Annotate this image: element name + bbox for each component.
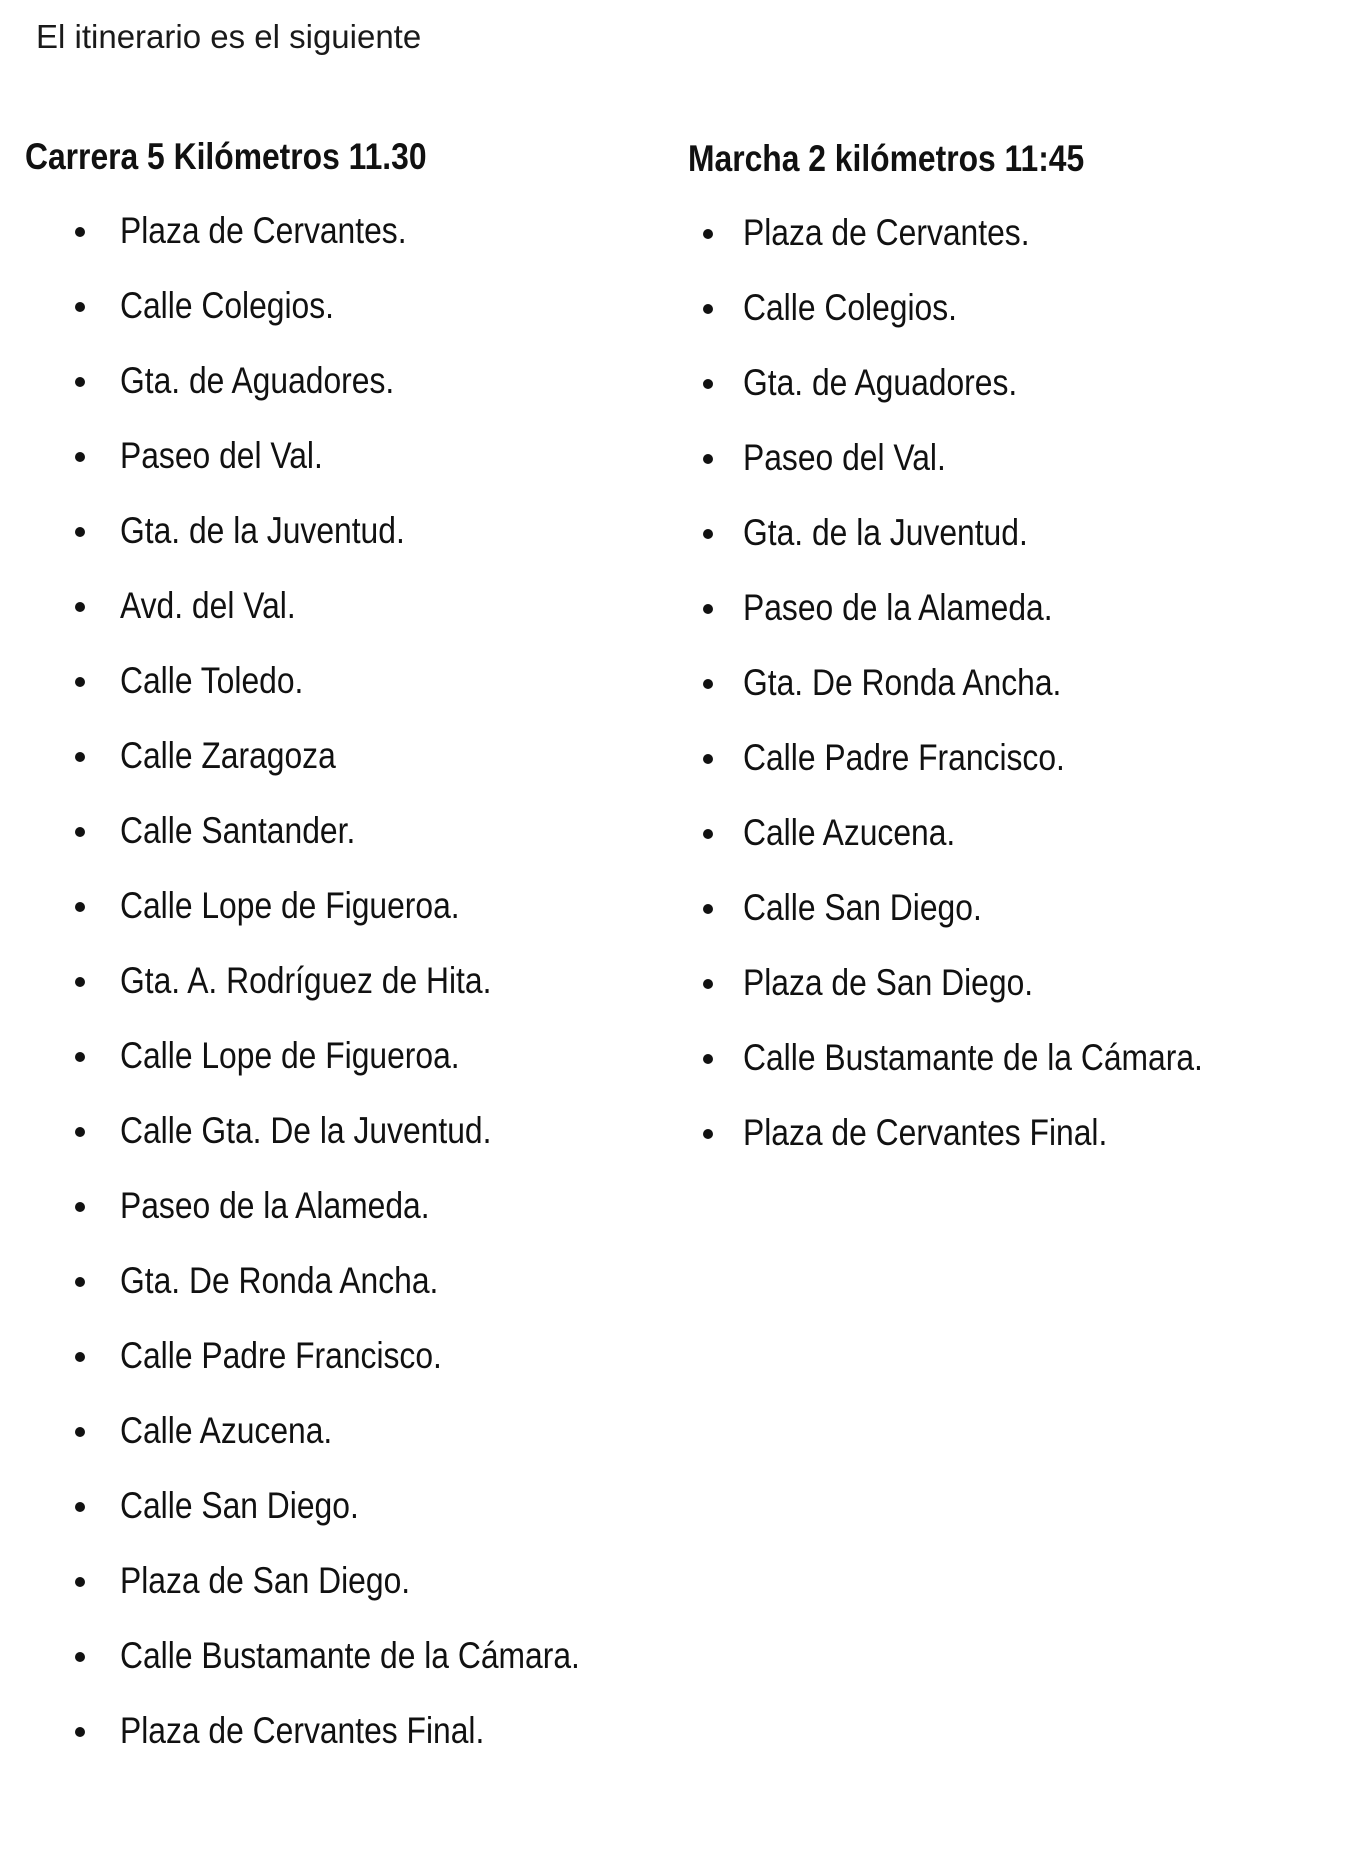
route-stop-item: [25, 1182, 492, 1257]
route-stop-label: Plaza de Cervantes Final.: [743, 1112, 1108, 1153]
route-stop-item: [25, 1032, 492, 1107]
carrera-title: Carrera 5 Kilómetros 11.30: [25, 136, 427, 177]
route-stop-label: Calle Colegios.: [743, 287, 958, 328]
route-stop-label: Plaza de Cervantes.: [743, 212, 1030, 253]
bullet-icon: [75, 902, 85, 912]
bullet-icon: [75, 977, 85, 987]
bullet-icon: [703, 604, 713, 614]
route-stop-item: [688, 809, 1149, 884]
bullet-icon: [75, 302, 85, 312]
route-stop-label: Calle Santander.: [120, 810, 356, 851]
marcha-stop-list: [688, 209, 1203, 1184]
bullet-icon: [75, 1727, 85, 1737]
route-stop-item: [688, 1034, 1203, 1109]
bullet-icon: [75, 602, 85, 612]
bullet-icon: [75, 1652, 85, 1662]
route-stop-item: [25, 507, 492, 582]
bullet-icon: [75, 527, 85, 537]
route-stop-item: [688, 884, 1149, 959]
bullet-icon: [703, 979, 713, 989]
bullet-icon: [703, 1054, 713, 1064]
route-stop-item: [25, 357, 492, 432]
route-stop-item: [688, 359, 1149, 434]
route-stop-label: Calle Zaragoza: [120, 735, 336, 776]
route-stop-item: [688, 209, 1149, 284]
route-stop-label: Calle Colegios.: [120, 285, 335, 326]
route-stop-label: Plaza de Cervantes Final.: [120, 1710, 485, 1751]
intro-text: El itinerario es el siguiente: [36, 18, 422, 55]
bullet-icon: [703, 454, 713, 464]
bullet-icon: [75, 1427, 85, 1437]
route-stop-label: Avd. del Val.: [120, 585, 296, 626]
route-stop-item: [25, 1332, 492, 1407]
route-stop-label: Paseo de la Alameda.: [120, 1185, 430, 1226]
route-stop-item: [25, 282, 492, 357]
route-stop-item: [25, 732, 492, 807]
carrera-column: [25, 133, 580, 1782]
route-stop-item: [25, 1632, 580, 1707]
bullet-icon: [75, 1577, 85, 1587]
bullet-icon: [703, 679, 713, 689]
bullet-icon: [75, 827, 85, 837]
route-stop-item: [688, 734, 1149, 809]
route-stop-item: [688, 584, 1149, 659]
route-stop-item: [688, 434, 1149, 509]
route-stop-label: Calle Azucena.: [743, 812, 956, 853]
bullet-icon: [703, 229, 713, 239]
marcha-column: [688, 135, 1203, 1184]
route-stop-label: Calle Padre Francisco.: [743, 737, 1065, 778]
route-stop-label: Calle San Diego.: [743, 887, 982, 928]
route-stop-label: Plaza de Cervantes.: [120, 210, 407, 251]
route-stop-item: [25, 1482, 492, 1557]
route-stop-label: Plaza de San Diego.: [120, 1560, 411, 1601]
route-stop-label: Gta. de Aguadores.: [743, 362, 1018, 403]
bullet-icon: [75, 1202, 85, 1212]
route-stop-label: Gta. de la Juventud.: [120, 510, 405, 551]
route-stop-item: [688, 1109, 1149, 1184]
route-stop-item: [25, 1407, 492, 1482]
route-stop-label: Paseo del Val.: [743, 437, 946, 478]
carrera-stop-list: [25, 207, 580, 1782]
route-stop-item: [688, 959, 1149, 1034]
route-stop-label: Calle Bustamante de la Cámara.: [743, 1037, 1203, 1078]
bullet-icon: [75, 1502, 85, 1512]
route-stop-label: Calle San Diego.: [120, 1485, 359, 1526]
marcha-title: Marcha 2 kilómetros 11:45: [688, 138, 1085, 179]
bullet-icon: [75, 1277, 85, 1287]
route-stop-label: Gta. De Ronda Ancha.: [120, 1260, 439, 1301]
bullet-icon: [703, 304, 713, 314]
bullet-icon: [703, 1129, 713, 1139]
bullet-icon: [703, 754, 713, 764]
route-stop-item: [25, 207, 492, 282]
route-stop-item: [25, 1107, 492, 1182]
route-stop-label: Gta. de la Juventud.: [743, 512, 1028, 553]
bullet-icon: [75, 1052, 85, 1062]
route-stop-item: [25, 1707, 492, 1782]
route-stop-item: [25, 1557, 492, 1632]
route-stop-label: Gta. A. Rodríguez de Hita.: [120, 960, 492, 1001]
bullet-icon: [703, 379, 713, 389]
route-stop-label: Calle Lope de Figueroa.: [120, 1035, 460, 1076]
bullet-icon: [703, 529, 713, 539]
bullet-icon: [75, 377, 85, 387]
route-stop-label: Gta. de Aguadores.: [120, 360, 395, 401]
route-stop-label: Calle Lope de Figueroa.: [120, 885, 460, 926]
route-stop-item: [25, 882, 492, 957]
bullet-icon: [75, 227, 85, 237]
route-stop-label: Paseo de la Alameda.: [743, 587, 1053, 628]
route-stop-label: Gta. De Ronda Ancha.: [743, 662, 1062, 703]
route-stop-item: [25, 807, 492, 882]
route-stop-item: [688, 509, 1149, 584]
bullet-icon: [75, 1352, 85, 1362]
route-stop-label: Paseo del Val.: [120, 435, 323, 476]
route-stop-item: [25, 432, 492, 507]
bullet-icon: [75, 452, 85, 462]
route-stop-label: Calle Gta. De la Juventud.: [120, 1110, 492, 1151]
route-stop-item: [25, 1257, 492, 1332]
bullet-icon: [75, 752, 85, 762]
bullet-icon: [703, 829, 713, 839]
route-stop-item: [688, 659, 1149, 734]
bullet-icon: [703, 904, 713, 914]
route-stop-item: [25, 657, 492, 732]
route-stop-label: Calle Azucena.: [120, 1410, 333, 1451]
bullet-icon: [75, 677, 85, 687]
route-stop-label: Calle Bustamante de la Cámara.: [120, 1635, 580, 1676]
route-stop-label: Calle Toledo.: [120, 660, 304, 701]
bullet-icon: [75, 1127, 85, 1137]
route-stop-item: [25, 957, 492, 1032]
route-stop-label: Calle Padre Francisco.: [120, 1335, 442, 1376]
route-stop-item: [25, 582, 492, 657]
route-stop-label: Plaza de San Diego.: [743, 962, 1034, 1003]
route-stop-item: [688, 284, 1149, 359]
